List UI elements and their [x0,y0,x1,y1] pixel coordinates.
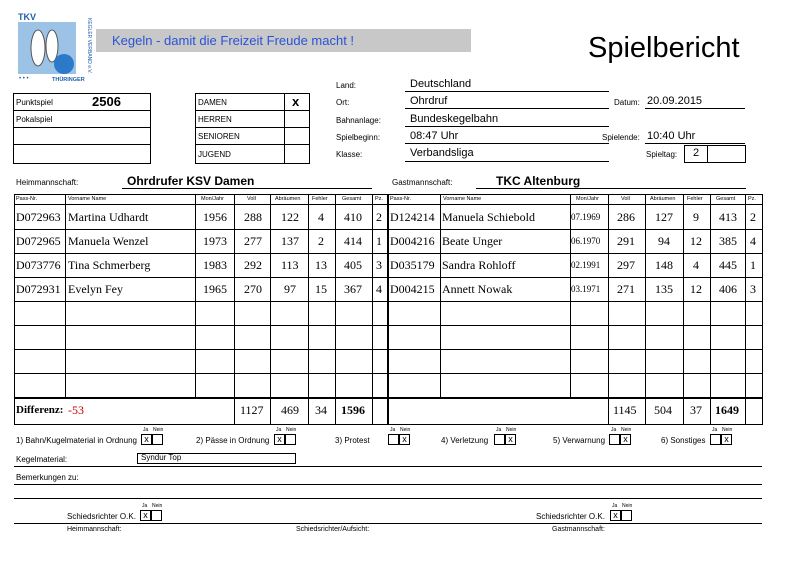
home-team-label: Heimmannschaft: [16,178,79,187]
pokalspiel-label: Pokalspiel [16,115,53,124]
check-3-nein[interactable]: x [399,434,410,445]
logo-dots: • • • [19,76,29,82]
home-gesamt-4: 367 [344,282,362,296]
guest-name-4: Annett Nowak [442,282,513,296]
guest-gesamt-4: 406 [719,282,737,296]
check-2-label: 2) Pässe in Ordnung [196,436,270,445]
schiri-ok-right-ja-label: Ja [612,503,618,509]
home-name-3: Tina Schmerberg [68,258,151,272]
home-total-fehler: 34 [315,403,327,417]
datum-value: 20.09.2015 [647,95,703,107]
check-5-nein[interactable]: x [620,434,631,445]
category-damen: DAMEN [198,98,227,107]
guest-team-label: Gastmannschaft: [392,178,453,187]
check-2-nein-label: Nein [286,427,297,433]
check-5-nein-label: Nein [621,427,632,433]
beginn-label: Spielbeginn: [336,133,381,142]
hdr-name-guest: Vorname Name [443,196,482,202]
ende-value: 10:40 Uhr [647,130,696,142]
check-2-ja-label: Ja [276,427,282,433]
home-fehler-2: 2 [318,234,324,248]
home-voll-2: 277 [244,234,262,248]
home-name-4: Evelyn Fey [68,282,123,296]
hdr-pz: Pz. [375,196,383,202]
beginn-value: 08:47 Uhr [410,130,459,142]
guest-pz-2: 4 [750,234,756,248]
guest-total-abr: 504 [654,403,672,417]
kegelmaterial-value: Syndur Top [141,453,182,462]
spieltag-value: 2 [693,147,700,159]
schiri-ok-left-nein[interactable] [151,510,162,521]
home-year-2: 1973 [203,234,227,248]
hdr-voll-guest: Voll [621,196,630,202]
guest-pass-1: D124214 [390,210,435,224]
check-3-ja[interactable] [388,434,399,445]
ende-label: Spielende: [602,133,640,142]
home-pass-2: D072965 [16,234,61,248]
datum-label: Datum: [614,98,640,107]
punktspiel-label: Punktspiel [16,98,53,107]
guest-voll-1: 286 [617,210,635,224]
check-5-label: 5) Verwarnung [553,436,606,445]
check-6-nein-label: Nein [722,427,733,433]
kegelmaterial-field[interactable] [137,453,296,464]
check-3-label: 3) Protest [335,436,370,445]
check-5-ja[interactable] [609,434,620,445]
guest-gesamt-3: 445 [719,258,737,272]
hdr-gesamt-guest: Gesamt [716,196,736,202]
check-4-ja[interactable] [494,434,505,445]
check-6-label: 6) Sonstiges [661,436,706,445]
sig-schiri-label: Schiedsrichter/Aufsicht: [296,526,370,533]
check-3-ja-label: Ja [390,427,396,433]
check-1-ja-label: Ja [143,427,149,433]
guest-pass-3: D035179 [390,258,435,272]
hdr-abr: Abräumen [275,196,301,202]
guest-gesamt-2: 385 [719,234,737,248]
home-abr-3: 113 [281,258,299,272]
check-5-ja-label: Ja [611,427,617,433]
tkv-logo [16,12,94,86]
guest-year-3: 02.1991 [571,260,601,270]
schiri-ok-left-ja[interactable]: x [140,510,151,521]
guest-fehler-2: 12 [690,234,702,248]
category-jugend: JUGEND [198,150,231,159]
guest-gesamt-1: 413 [719,210,737,224]
schiri-ok-right-ja[interactable]: x [610,510,621,521]
guest-voll-2: 291 [617,234,635,248]
hdr-pz-guest: Pz. [748,196,756,202]
guest-pz-1: 2 [750,210,756,224]
check-6-nein[interactable]: x [721,434,732,445]
home-pz-4: 4 [376,282,382,296]
home-voll-3: 292 [244,258,262,272]
schiri-ok-left-nein-label: Nein [152,503,163,509]
guest-year-4: 03.1971 [571,284,601,294]
guest-pass-2: D004216 [390,234,435,248]
diff-label: Differenz: [16,404,64,416]
guest-abr-1: 127 [655,210,673,224]
home-pass-3: D073776 [16,258,61,272]
hdr-voll: Voll [247,196,256,202]
kegelmaterial-label: Kegelmaterial: [16,455,68,464]
klasse-label: Klasse: [336,150,363,159]
guest-voll-3: 297 [617,258,635,272]
bemerkungen-label: Bemerkungen zu: [16,473,79,482]
page-title: Spielbericht [588,32,740,64]
guest-abr-3: 148 [655,258,673,272]
home-total-voll: 1127 [240,403,264,417]
guest-total-voll: 1145 [613,403,637,417]
check-1-ja[interactable]: x [141,434,152,445]
guest-abr-2: 94 [658,234,670,248]
logo-bottom-text: THÜRINGER [52,77,85,83]
guest-abr-4: 135 [655,282,673,296]
hdr-name: Vorname Name [68,196,107,202]
guest-pz-4: 3 [750,282,756,296]
home-year-1: 1956 [203,210,227,224]
logo-abbr: TKV [18,12,36,22]
home-pass-4: D072931 [16,282,61,296]
slogan-banner [96,29,471,52]
home-name-1: Martina Udhardt [68,210,149,224]
home-total-abr: 469 [281,403,299,417]
home-name-2: Manuela Wenzel [68,234,149,248]
land-label: Land: [336,81,357,90]
guest-total-gesamt: 1649 [715,403,739,417]
schiri-ok-left-ja-label: Ja [142,503,148,509]
check-6-ja[interactable] [710,434,721,445]
guest-total-fehler: 37 [690,403,702,417]
schiri-ok-right-nein-label: Nein [622,503,633,509]
klasse-value: Verbandsliga [410,147,474,159]
home-abr-4: 97 [284,282,296,296]
home-fehler-4: 15 [315,282,327,296]
guest-year-2: 06.1970 [571,236,601,246]
punktspiel-number: 2506 [92,94,121,109]
home-pass-1: D072963 [16,210,61,224]
ort-label: Ort: [336,98,350,107]
hdr-gesamt: Gesamt [342,196,362,202]
hdr-pass-guest: Pass-Nr. [390,196,412,202]
home-team-name: Ohrdrufer KSV Damen [127,174,255,188]
guest-fehler-3: 4 [693,258,699,272]
category-damen-mark[interactable]: x [292,94,300,109]
home-total-gesamt: 1596 [341,403,365,417]
home-fehler-3: 13 [315,258,327,272]
home-gesamt-3: 405 [344,258,362,272]
check-4-label: 4) Verletzung [441,436,489,445]
home-pz-3: 3 [376,258,382,272]
hdr-year-guest: Mon/Jahr [576,196,599,202]
guest-pz-3: 1 [750,258,756,272]
bahn-label: Bahnanlage: [336,116,381,125]
hdr-year: Mon/Jahr [201,196,224,202]
schiri-ok-left-label: Schiedsrichter O.K. [67,512,136,521]
schiri-ok-right-label: Schiedsrichter O.K. [536,512,605,521]
home-fehler-1: 4 [318,210,324,224]
ort-value: Ohrdruf [410,95,448,107]
home-abr-2: 137 [281,234,299,248]
hdr-pass: Pass-Nr. [16,196,38,202]
guest-voll-4: 271 [617,282,635,296]
home-voll-1: 288 [244,210,262,224]
category-herren: HERREN [198,115,232,124]
land-value: Deutschland [410,78,472,90]
check-4-nein-label: Nein [506,427,517,433]
home-voll-4: 270 [244,282,262,296]
home-pz-1: 2 [376,210,382,224]
hdr-fehler-guest: Fehler [687,196,703,202]
guest-team-name: TKC Altenburg [496,174,581,188]
guest-fehler-4: 12 [690,282,702,296]
hdr-fehler: Fehler [312,196,328,202]
home-year-3: 1983 [203,258,227,272]
check-2-nein[interactable] [285,434,296,445]
slogan-text: Kegeln - damit die Freizeit Freude macht ! [112,33,355,48]
check-3-nein-label: Nein [400,427,411,433]
guest-name-2: Beate Unger [442,234,503,248]
check-4-nein[interactable]: x [505,434,516,445]
check-4-ja-label: Ja [496,427,502,433]
spieltag-label: Spieltag: [646,150,678,159]
check-2-ja[interactable]: x [274,434,285,445]
guest-fehler-1: 9 [693,210,699,224]
schiri-ok-right-nein[interactable] [621,510,632,521]
hdr-abr-guest: Abräumen [650,196,676,202]
guest-name-1: Manuela Schiebold [442,210,535,224]
guest-name-3: Sandra Rohloff [442,258,516,272]
guest-pass-4: D004215 [390,282,435,296]
home-gesamt-1: 410 [344,210,362,224]
home-abr-1: 122 [281,210,299,224]
home-pz-2: 1 [376,234,382,248]
home-gesamt-2: 414 [344,234,362,248]
sig-heim-label: Heimmannschaft: [67,526,122,533]
logo-side-text: KEGLER VERBAND e.V. [86,18,92,74]
bahn-value: Bundeskegelbahn [410,113,499,125]
guest-year-1: 07.1969 [571,212,601,222]
check-1-label: 1) Bahn/Kugelmaterial in Ordnung [16,436,137,445]
category-senioren: SENIOREN [198,132,240,141]
check-1-nein-label: Nein [153,427,164,433]
sig-gast-label: Gastmannschaft: [552,526,605,533]
home-year-4: 1965 [203,282,227,296]
check-6-ja-label: Ja [712,427,718,433]
diff-value: -53 [68,403,84,417]
check-1-nein[interactable] [152,434,163,445]
